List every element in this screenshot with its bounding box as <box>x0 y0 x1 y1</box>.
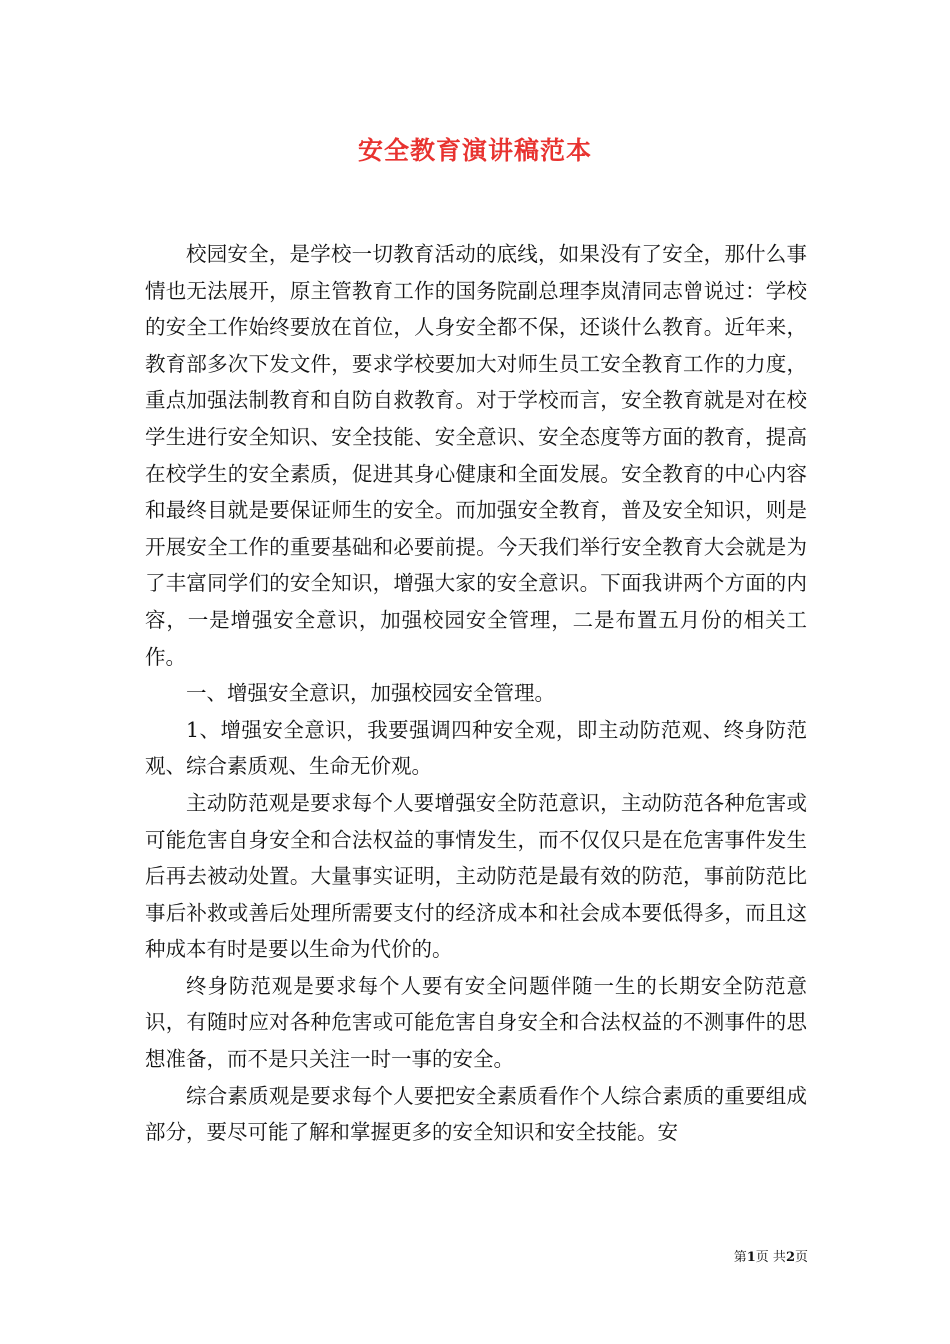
section-heading-1: 一、增强安全意识，加强校园安全管理。 <box>186 681 555 706</box>
paragraph-lifelong-prevention: 终身防范观是要求每个人要有安全问题伴随一生的长期安全防范意识，有随时应对各种危害或可能危害自身安全和合法权益的不测事件的思想准备，而不是只关注一时一事的安全。 <box>145 973 807 1072</box>
footer-suffix: 页 <box>794 1250 808 1265</box>
footer-current-page: 1 <box>746 1250 756 1265</box>
paragraph-comprehensive-quality: 综合素质观是要求每个人要把安全素质看作个人综合素质的重要组成部分，要尽可能了解和掌握更多的安全知识和安全技能。安 <box>145 1083 807 1145</box>
document-title: 安全教育演讲稿范本 <box>357 136 592 165</box>
footer-middle: 页 共 <box>755 1250 786 1265</box>
page-number-footer <box>734 1246 808 1265</box>
footer-prefix: 第 <box>733 1250 747 1265</box>
paragraph-point-1: 1、增强安全意识，我要强调四种安全观，即主动防范观、终身防范观、综合素质观、生命无价观。 <box>145 717 807 779</box>
document-body <box>145 236 807 1151</box>
footer-total-pages: 2 <box>785 1250 795 1265</box>
paragraph-active-prevention: 主动防范观是要求每个人要增强安全防范意识，主动防范各种危害或可能危害自身安全和合法权益的事情发生，而不仅仅只是在危害事件发生后再去被动处置。大量事实证明，主动防范是最有效的防范，事前防范比事后补救或善后处理所需要支付的经济成本和社会成本要低得多，而且这种成本有时是要以生命为代价的。 <box>145 790 807 962</box>
paragraph-intro: 校园安全，是学校一切教育活动的底线，如果没有了安全，那什么事情也无法展开，原主管教育工作的国务院副总理李岚清同志曾说过：学校的安全工作始终要放在首位，人身安全都不保，还谈什么教育。近年来，教育部多次下发文件，要求学校要加大对师生员工安全教育工作的力度，重点加强法制教育和自防自救教育。对于学校而言，安全教育就是对在校学生进行安全知识、安全技能、安全意识、安全态度等方面的教育，提高在校学生的安全素质，促进其身心健康和全面发展。安全教育的中心内容和最终目就是要保证师生的安全。而加强安全教育，普及安全知识，则是开展安全工作的重要基础和必要前提。今天我们举行安全教育大会就是为了丰富同学们的安全知识，增强大家的安全意识。下面我讲两个方面的内容，一是增强安全意识，加强校园安全管理，二是布置五月份的相关工作。 <box>145 242 807 669</box>
